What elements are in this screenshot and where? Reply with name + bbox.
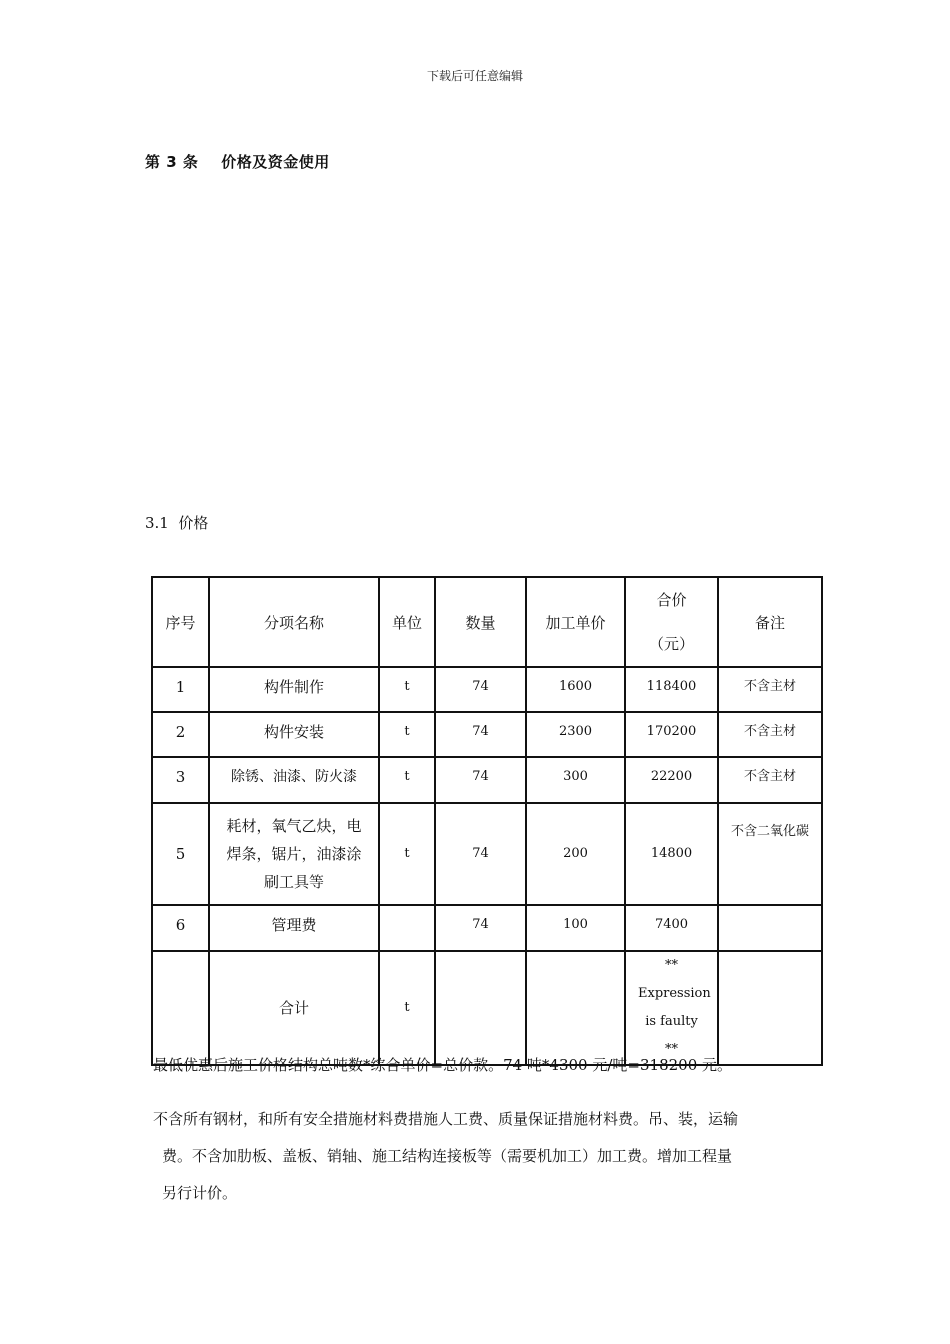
cell-item: 构件安装 <box>209 712 379 757</box>
cell-qty: 74 <box>435 803 526 905</box>
cell-unit: t <box>379 667 435 712</box>
note-line: 另行计价。 <box>162 1184 238 1202</box>
cell-unit: t <box>379 712 435 757</box>
cell-unit-price: 200 <box>526 803 625 905</box>
note-line: 费。不含加肋板、盖板、销轴、施工结构连接板等（需要机加工）加工费。增加工程量 <box>162 1147 733 1165</box>
header-unit-price: 加工单价 <box>526 577 625 667</box>
cell-item: 除锈、油漆、防火漆 <box>209 757 379 803</box>
cell-item: 管理费 <box>209 905 379 951</box>
note-paragraph <box>153 1101 813 1212</box>
table-row <box>152 803 822 905</box>
cell-unit: t <box>379 757 435 803</box>
cell-total: 22200 <box>625 757 718 803</box>
header-total-line2: （元） <box>648 635 694 653</box>
header-qty: 数量 <box>435 577 526 667</box>
page-header: 下载后可任意编辑 <box>426 69 523 83</box>
cell-remark: 不含二氧化碳 <box>718 803 822 905</box>
cell-qty: 74 <box>435 757 526 803</box>
table-header-row <box>152 577 822 667</box>
cell-total: 14800 <box>625 803 718 905</box>
header-total <box>625 577 718 667</box>
table-total-row <box>152 951 822 1065</box>
header-unit: 单位 <box>379 577 435 667</box>
cell-seq: 2 <box>152 712 209 757</box>
cell-qty: 74 <box>435 667 526 712</box>
cell-seq <box>152 951 209 1065</box>
cell-unit: t <box>379 803 435 905</box>
cell-total: 7400 <box>625 905 718 951</box>
price-table <box>151 576 823 1066</box>
section-heading: 3.1 价格 <box>145 514 209 532</box>
cell-unit-price: 1600 <box>526 667 625 712</box>
article-title: 第 3 条 价格及资金使用 <box>145 153 330 171</box>
cell-remark <box>718 905 822 951</box>
header-item: 分项名称 <box>209 577 379 667</box>
cell-seq: 5 <box>152 803 209 905</box>
cell-item: 构件制作 <box>209 667 379 712</box>
header-seq: 序号 <box>152 577 209 667</box>
summary-line: 最低优惠后施工价格结构总吨数*综合单价=总价款。74 吨*4300 元/吨=318200 元。 <box>153 1056 733 1074</box>
cell-total-value: ** Expression is faulty ** <box>625 951 718 1065</box>
table-row <box>152 667 822 712</box>
cell-unit-price <box>526 951 625 1065</box>
cell-total-label: 合计 <box>209 951 379 1065</box>
cell-qty: 74 <box>435 712 526 757</box>
note-line: 不含所有钢材，和所有安全措施材料费措施人工费、质量保证措施材料费。吊、装，运输 <box>153 1110 739 1128</box>
cell-remark: 不含主材 <box>718 712 822 757</box>
cell-unit-price: 300 <box>526 757 625 803</box>
cell-remark <box>718 951 822 1065</box>
cell-seq: 1 <box>152 667 209 712</box>
cell-total: 118400 <box>625 667 718 712</box>
header-remark: 备注 <box>718 577 822 667</box>
cell-qty <box>435 951 526 1065</box>
table-row <box>152 905 822 951</box>
cell-total: 170200 <box>625 712 718 757</box>
table-row <box>152 712 822 757</box>
cell-seq: 6 <box>152 905 209 951</box>
cell-remark: 不含主材 <box>718 667 822 712</box>
cell-seq: 3 <box>152 757 209 803</box>
cell-item: 耗材，氧气乙炔，电焊条，锯片，油漆涂刷工具等 <box>209 803 379 905</box>
cell-unit: t <box>379 951 435 1065</box>
table-row <box>152 757 822 803</box>
cell-unit-price: 2300 <box>526 712 625 757</box>
cell-remark: 不含主材 <box>718 757 822 803</box>
cell-unit-price: 100 <box>526 905 625 951</box>
cell-qty: 74 <box>435 905 526 951</box>
cell-unit <box>379 905 435 951</box>
header-total-line1: 合价 <box>656 591 687 609</box>
